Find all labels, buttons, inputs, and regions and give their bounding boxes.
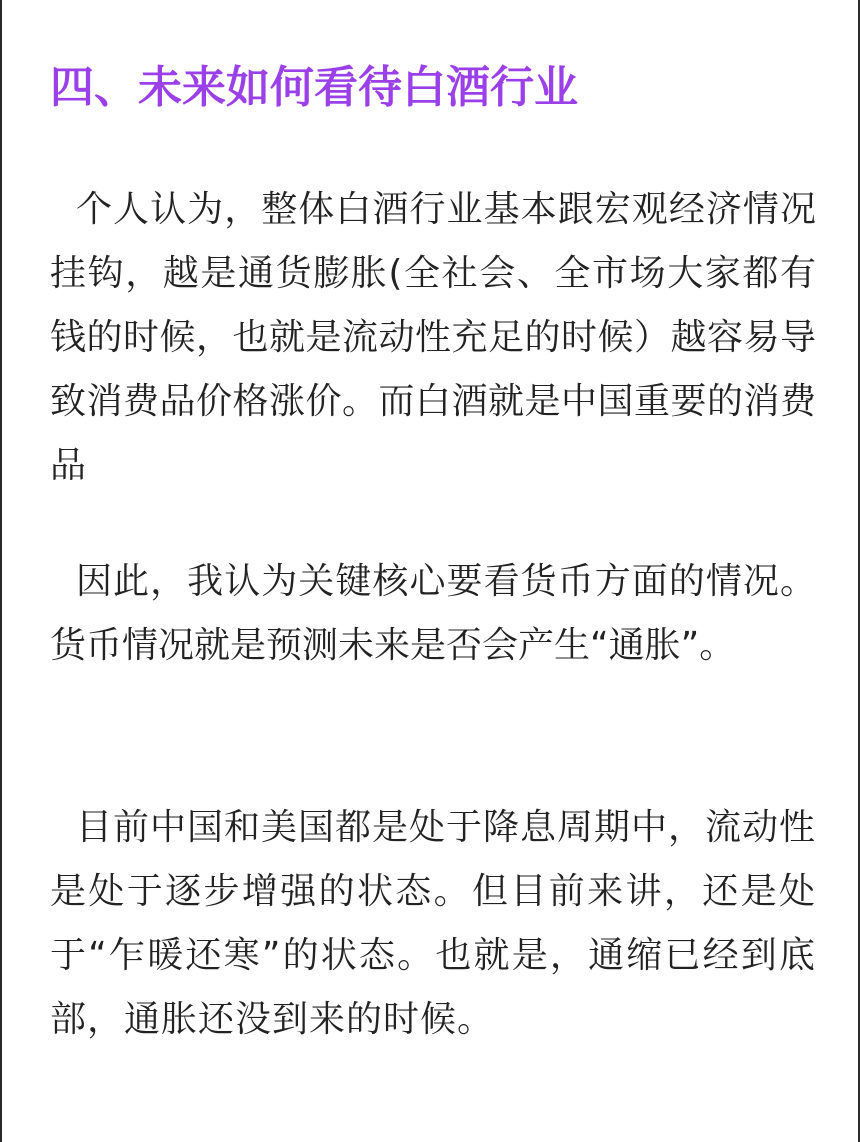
paragraph-3: 目前中国和美国都是处于降息周期中，流动性是处于逐步增强的状态。但目前来讲，还是处于“乍暖还寒”的状态。也就是，通缩已经到底部，通胀还没到来的时候。 — [50, 807, 817, 1040]
paragraph-2: 因此，我认为关键核心要看货币方面的情况。货币情况就是预测未来是否会产生“通胀”。 — [50, 561, 816, 666]
paragraph-1: 个人认为，整体白酒行业基本跟宏观经济情况挂钩，越是通货膨胀(全社会、全市场大家都有钱的时候，也就是流动性充足的时候）越容易导致消费品价格涨价。而白酒就是中国重要的消费品 — [50, 189, 816, 486]
section-heading: 四、未来如何看待白酒行业 — [50, 62, 578, 113]
